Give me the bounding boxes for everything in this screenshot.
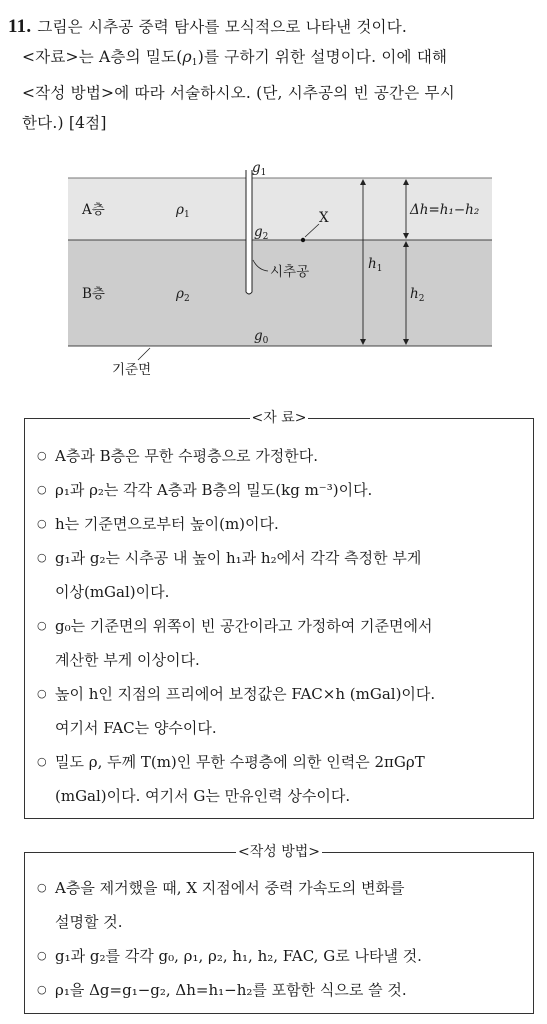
point-x-label: X bbox=[319, 210, 329, 226]
g0-label: $g_0$ bbox=[254, 328, 269, 346]
data-box bbox=[24, 410, 534, 819]
data-item-3: ○ h는 기준면으로부터 높이(m)이다. bbox=[25, 507, 533, 541]
data-item-4: ○ g₁과 g₂는 시추공 내 높이 h₁과 h₂에서 각각 측정한 부게 이상(mGal)이다. bbox=[25, 541, 533, 609]
point-x-marker bbox=[301, 238, 305, 242]
g1-label: $g_1$ bbox=[252, 160, 267, 178]
question-line-4: 한다.) [4점] bbox=[22, 114, 107, 132]
question-text bbox=[8, 12, 538, 138]
h1-label: $h_1$ bbox=[368, 256, 383, 274]
borehole-diagram bbox=[0, 160, 547, 390]
datum-leader bbox=[138, 348, 150, 360]
layer-b-label: B층 bbox=[82, 286, 105, 302]
data-item-2: ○ ρ₁과 ρ₂는 각각 A층과 B층의 밀도(kg m⁻³)이다. bbox=[25, 473, 533, 507]
layer-a-label: A층 bbox=[82, 202, 105, 218]
delta-h-label: Δh=h₁−h₂ bbox=[410, 202, 480, 218]
method-box-title: <작성 방법> bbox=[237, 844, 320, 860]
method-item-3: ○ ρ₁을 Δg=g₁−g₂, Δh=h₁−h₂를 포함한 식으로 쓸 것. bbox=[25, 973, 533, 1007]
layer-b-area bbox=[68, 240, 492, 346]
datum-label: 기준면 bbox=[112, 362, 152, 378]
data-box-title: <자 료> bbox=[251, 410, 307, 426]
question-number: 11. bbox=[8, 16, 32, 37]
data-item-1: ○ A층과 B층은 무한 수평층으로 가정한다. bbox=[25, 439, 533, 473]
data-item-5: ○ g₀는 기준면의 위쪽이 빈 공간이라고 가정하여 기준면에서 계산한 부게 이상이다. bbox=[25, 609, 533, 677]
borehole-label: 시추공 bbox=[270, 264, 310, 280]
rho2-label: $\rho_2$ bbox=[176, 286, 190, 304]
data-item-6: ○ 높이 h인 지점의 프리에어 보정값은 FAC×h (mGal)이다. 여기서 FAC는 양수이다. bbox=[25, 677, 533, 745]
method-item-2: ○ g₁과 g₂를 각각 g₀, ρ₁, ρ₂, h₁, h₂, FAC, G로 나타낼 것. bbox=[25, 939, 533, 973]
data-item-7: ○ 밀도 ρ, 두께 T(m)인 무한 수평층에 의한 인력은 2πGρT (mGal)이다. 여기서 G는 만유인력 상수이다. bbox=[25, 745, 533, 813]
h2-label: $h_2$ bbox=[410, 286, 425, 304]
g2-label: $g_2$ bbox=[254, 224, 269, 242]
question-line-3: <작성 방법>에 따라 서술하시오. (단, 시추공의 빈 공간은 무시 bbox=[22, 84, 455, 102]
borehole-shape bbox=[246, 170, 252, 294]
question-line-1: 11. 그림은 시추공 중력 탐사를 모식적으로 나타낸 것이다. bbox=[8, 16, 408, 37]
method-box bbox=[24, 844, 534, 1014]
question-line-2: <자료>는 A층의 밀도$(\rho_1)$를 구하기 위한 설명이다. 이에 대해 bbox=[22, 48, 448, 68]
method-item-1: ○ A층을 제거했을 때, X 지점에서 중력 가속도의 변화를 설명할 것. bbox=[25, 871, 533, 939]
rho1-label: $\rho_1$ bbox=[176, 202, 190, 220]
